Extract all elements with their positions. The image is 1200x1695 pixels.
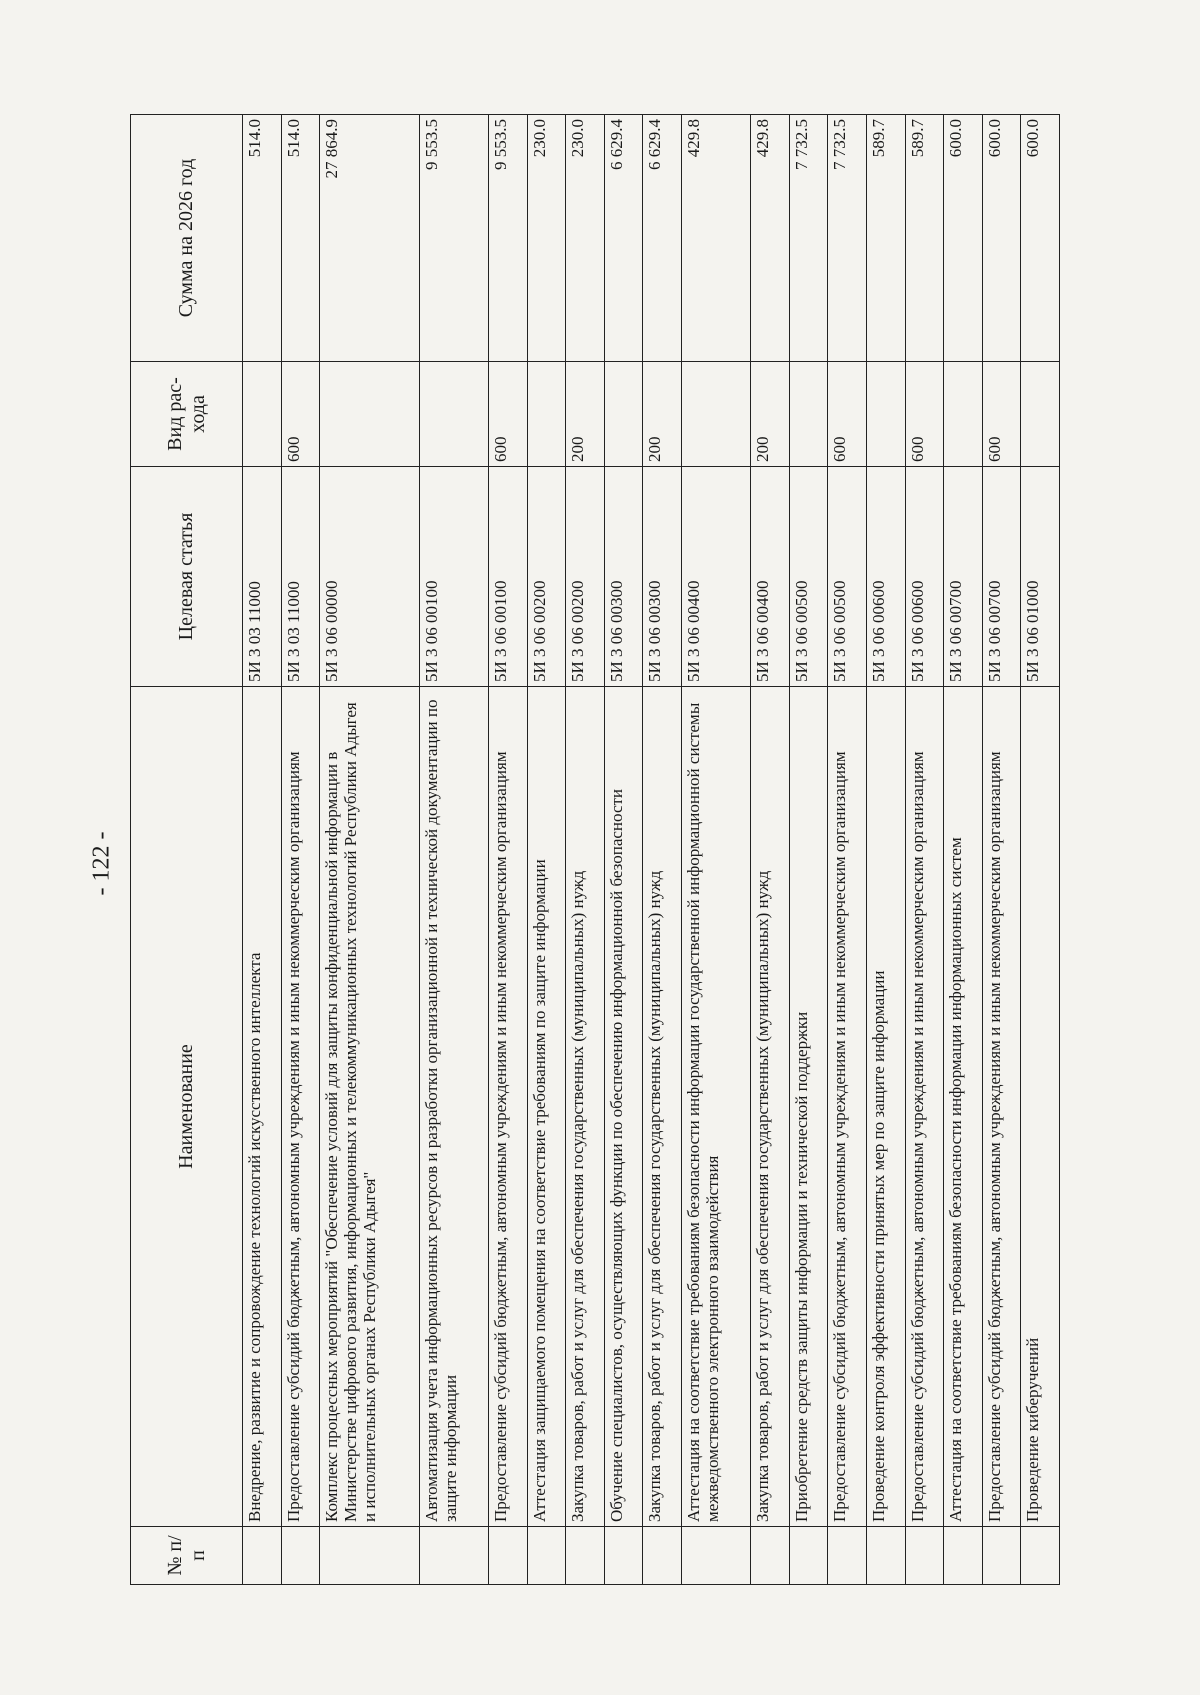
row-name: Аттестация защищаемого помещения на соответствие требованиям по защите информации <box>527 687 566 1527</box>
table-row <box>243 115 282 1585</box>
row-code: 5И 3 06 00100 <box>489 467 528 687</box>
budget-table <box>130 114 1060 1585</box>
row-name: Закупка товаров, работ и услуг для обеспечения государственных (муниципальных) нужд <box>643 687 682 1527</box>
row-kind <box>682 362 751 467</box>
row-amount: 514.0 <box>281 115 320 362</box>
table-row <box>905 115 944 1585</box>
row-amount: 27 864.9 <box>320 115 420 362</box>
table-row <box>982 115 1021 1585</box>
row-amount: 589.7 <box>866 115 905 362</box>
table-body <box>243 115 1060 1585</box>
row-num <box>789 1527 828 1585</box>
table-row <box>643 115 682 1585</box>
page-number: - 122 - <box>88 831 115 896</box>
table-row <box>527 115 566 1585</box>
row-kind: 600 <box>281 362 320 467</box>
row-kind <box>789 362 828 467</box>
table-row <box>566 115 605 1585</box>
row-amount: 6 629.4 <box>604 115 643 362</box>
table-row <box>751 115 790 1585</box>
row-code: 5И 3 06 00400 <box>751 467 790 687</box>
header-num: № п/п <box>131 1527 243 1585</box>
row-kind <box>419 362 488 467</box>
row-code: 5И 3 03 11000 <box>243 467 282 687</box>
row-code: 5И 3 06 00600 <box>866 467 905 687</box>
budget-table-rotated <box>130 115 1060 1585</box>
row-code: 5И 3 06 00600 <box>905 467 944 687</box>
table-row <box>281 115 320 1585</box>
row-amount: 7 732.5 <box>828 115 867 362</box>
table-row <box>489 115 528 1585</box>
row-num <box>944 1527 983 1585</box>
row-name: Предоставление субсидий бюджетным, автономным учреждениям и иным некоммерческим организациям <box>905 687 944 1527</box>
header-kind: Вид рас-хода <box>131 362 243 467</box>
row-amount: 9 553.5 <box>419 115 488 362</box>
table-row <box>419 115 488 1585</box>
row-num <box>604 1527 643 1585</box>
table-row <box>320 115 420 1585</box>
row-num <box>281 1527 320 1585</box>
row-kind <box>243 362 282 467</box>
row-code: 5И 3 06 00500 <box>789 467 828 687</box>
row-amount: 9 553.5 <box>489 115 528 362</box>
row-code: 5И 3 06 00500 <box>828 467 867 687</box>
table-row <box>944 115 983 1585</box>
row-code: 5И 3 06 00700 <box>944 467 983 687</box>
table-header-row <box>131 115 243 1585</box>
row-name: Предоставление субсидий бюджетным, автономным учреждениям и иным некоммерческим организациям <box>982 687 1021 1527</box>
row-amount: 429.8 <box>751 115 790 362</box>
row-code: 5И 3 06 00300 <box>604 467 643 687</box>
row-name: Предоставление субсидий бюджетным, автономным учреждениям и иным некоммерческим организациям <box>281 687 320 1527</box>
row-num <box>419 1527 488 1585</box>
row-name: Приобретение средств защиты информации и технической поддержки <box>789 687 828 1527</box>
table-row <box>604 115 643 1585</box>
header-code: Целевая статья <box>131 467 243 687</box>
header-name: Наименование <box>131 687 243 1527</box>
row-code: 5И 3 06 00200 <box>527 467 566 687</box>
row-num <box>905 1527 944 1585</box>
row-num <box>751 1527 790 1585</box>
row-name: Проведение киберучений <box>1021 687 1060 1527</box>
row-num <box>489 1527 528 1585</box>
row-num <box>566 1527 605 1585</box>
row-name: Обучение специалистов, осуществляющих функции по обеспечению информационной безопасности <box>604 687 643 1527</box>
table-row <box>789 115 828 1585</box>
row-num <box>1021 1527 1060 1585</box>
table-row <box>682 115 751 1585</box>
row-name: Автоматизация учета информационных ресурсов и разработки организационной и технической документации по защите информации <box>419 687 488 1527</box>
row-kind <box>866 362 905 467</box>
row-amount: 600.0 <box>982 115 1021 362</box>
row-code: 5И 3 03 11000 <box>281 467 320 687</box>
row-kind <box>1021 362 1060 467</box>
row-num <box>866 1527 905 1585</box>
row-amount: 600.0 <box>1021 115 1060 362</box>
row-code: 5И 3 06 01000 <box>1021 467 1060 687</box>
row-kind: 600 <box>905 362 944 467</box>
row-name: Предоставление субсидий бюджетным, автономным учреждениям и иным некоммерческим организациям <box>828 687 867 1527</box>
row-kind <box>944 362 983 467</box>
row-kind <box>527 362 566 467</box>
row-code: 5И 3 06 00400 <box>682 467 751 687</box>
table-row <box>866 115 905 1585</box>
row-num <box>320 1527 420 1585</box>
row-kind: 200 <box>643 362 682 467</box>
row-amount: 429.8 <box>682 115 751 362</box>
row-kind: 600 <box>828 362 867 467</box>
row-name: Внедрение, развитие и сопровождение технологий искусственного интеллекта <box>243 687 282 1527</box>
row-code: 5И 3 06 00300 <box>643 467 682 687</box>
row-num <box>643 1527 682 1585</box>
row-name: Аттестация на соответствие требованиям безопасности информации государственной информационной системы межведомственного электронного взаимодействия <box>682 687 751 1527</box>
row-code: 5И 3 06 00700 <box>982 467 1021 687</box>
row-num <box>527 1527 566 1585</box>
row-code: 5И 3 06 00000 <box>320 467 420 687</box>
row-code: 5И 3 06 00200 <box>566 467 605 687</box>
row-kind: 200 <box>566 362 605 467</box>
row-num <box>828 1527 867 1585</box>
row-name: Аттестация на соответствие требованиям безопасности информации информационных систем <box>944 687 983 1527</box>
header-amount: Сумма на 2026 год <box>131 115 243 362</box>
row-code: 5И 3 06 00100 <box>419 467 488 687</box>
row-kind: 200 <box>751 362 790 467</box>
row-amount: 7 732.5 <box>789 115 828 362</box>
row-name: Предоставление субсидий бюджетным, автономным учреждениям и иным некоммерческим организациям <box>489 687 528 1527</box>
row-kind <box>320 362 420 467</box>
row-amount: 6 629.4 <box>643 115 682 362</box>
row-amount: 589.7 <box>905 115 944 362</box>
row-amount: 230.0 <box>566 115 605 362</box>
row-kind <box>604 362 643 467</box>
row-amount: 600.0 <box>944 115 983 362</box>
row-num <box>682 1527 751 1585</box>
table-row <box>1021 115 1060 1585</box>
row-amount: 230.0 <box>527 115 566 362</box>
row-name: Проведение контроля эффективности принятых мер по защите информации <box>866 687 905 1527</box>
row-name: Комплекс процессных мероприятий "Обеспечение условий для защиты конфиденциальной информации в Министерстве цифрового развития, информационных и телекоммуникационных технологий Республики Адыгея и исполнительных органах Республики Адыгея" <box>320 687 420 1527</box>
row-name: Закупка товаров, работ и услуг для обеспечения государственных (муниципальных) нужд <box>566 687 605 1527</box>
row-amount: 514.0 <box>243 115 282 362</box>
row-kind: 600 <box>489 362 528 467</box>
row-kind: 600 <box>982 362 1021 467</box>
row-num <box>243 1527 282 1585</box>
row-name: Закупка товаров, работ и услуг для обеспечения государственных (муниципальных) нужд <box>751 687 790 1527</box>
table-row <box>828 115 867 1585</box>
row-num <box>982 1527 1021 1585</box>
